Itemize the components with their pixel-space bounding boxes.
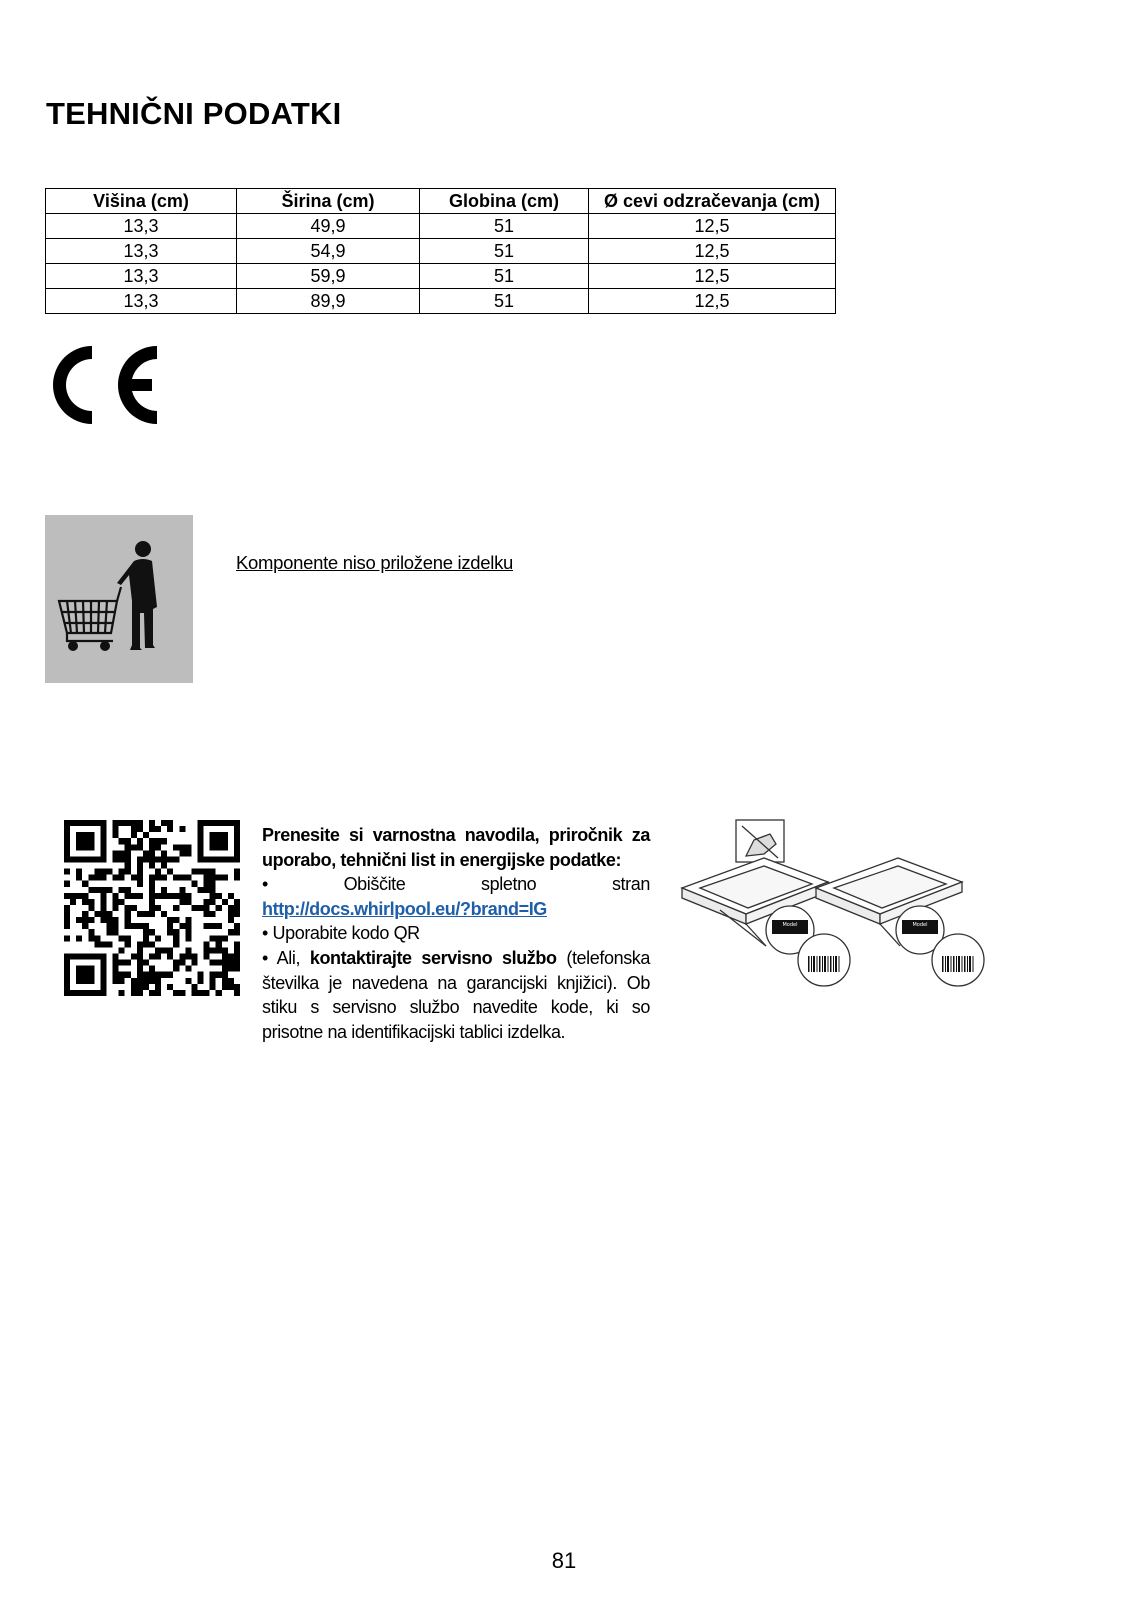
download-heading: Prenesite si varnostna navodila, priročnik za uporabo, tehnični list in energijske podatke: [262,825,650,870]
cell-duct-diameter: 12,5 [589,214,836,239]
table-row [46,214,836,239]
cell-width: 89,9 [237,289,420,314]
contact-prefix: • Ali, [262,947,310,968]
cell-width: 59,9 [237,264,420,289]
table-header-row [46,189,836,214]
table-row [46,239,836,264]
download-info [262,823,650,1044]
header-width: Širina (cm) [237,189,420,214]
contact-service-rest: (telefonska številka je navedena na garancijski knjižici). Ob stiku s servisno službo navedite kode, ki so prisotne na identifikacijski tablici izdelka. [262,947,651,1042]
components-note: Komponente niso priložene izdelku [236,552,514,573]
cell-depth: 51 [420,289,589,314]
cell-height: 13,3 [46,214,237,239]
cell-duct-diameter: 12,5 [589,264,836,289]
page-title: TEHNIČNI PODATKI [46,96,342,131]
label-title: Model [782,922,798,928]
ce-mark-icon [48,342,160,428]
header-depth: Globina (cm) [420,189,589,214]
cell-height: 13,3 [46,289,237,314]
visit-word: stran [611,874,650,895]
cell-duct-diameter: 12,5 [589,239,836,264]
qr-code-icon[interactable] [64,820,240,996]
docs-link[interactable]: http://docs.whirlpool.eu/?brand=IG [262,898,547,919]
technical-data-table [45,188,836,314]
cell-depth: 51 [420,239,589,264]
visit-word: Obiščite [343,874,406,895]
cell-depth: 51 [420,214,589,239]
label-title: Model [912,922,928,928]
shopping-cart-person-icon [45,515,193,683]
cell-duct-diameter: 12,5 [589,289,836,314]
cell-height: 13,3 [46,264,237,289]
bullet: • [262,874,268,895]
table-row [46,289,836,314]
cell-depth: 51 [420,264,589,289]
header-duct-diameter: Ø cevi odzračevanja (cm) [589,189,836,214]
cell-width: 54,9 [237,239,420,264]
page-number: 81 [551,1548,577,1573]
visit-word: spletno [481,874,537,895]
use-qr-line: • Uporabite kodo QR [262,923,420,944]
cell-height: 13,3 [46,239,237,264]
identification-label-illustration [680,818,1008,998]
components-not-included-pictogram [45,515,193,683]
contact-service-bold: kontaktirajte servisno službo [309,947,557,968]
table-row [46,264,836,289]
contact-service-paragraph [262,946,650,1044]
visit-website-line [262,872,650,897]
cell-width: 49,9 [237,214,420,239]
header-height: Višina (cm) [46,189,237,214]
